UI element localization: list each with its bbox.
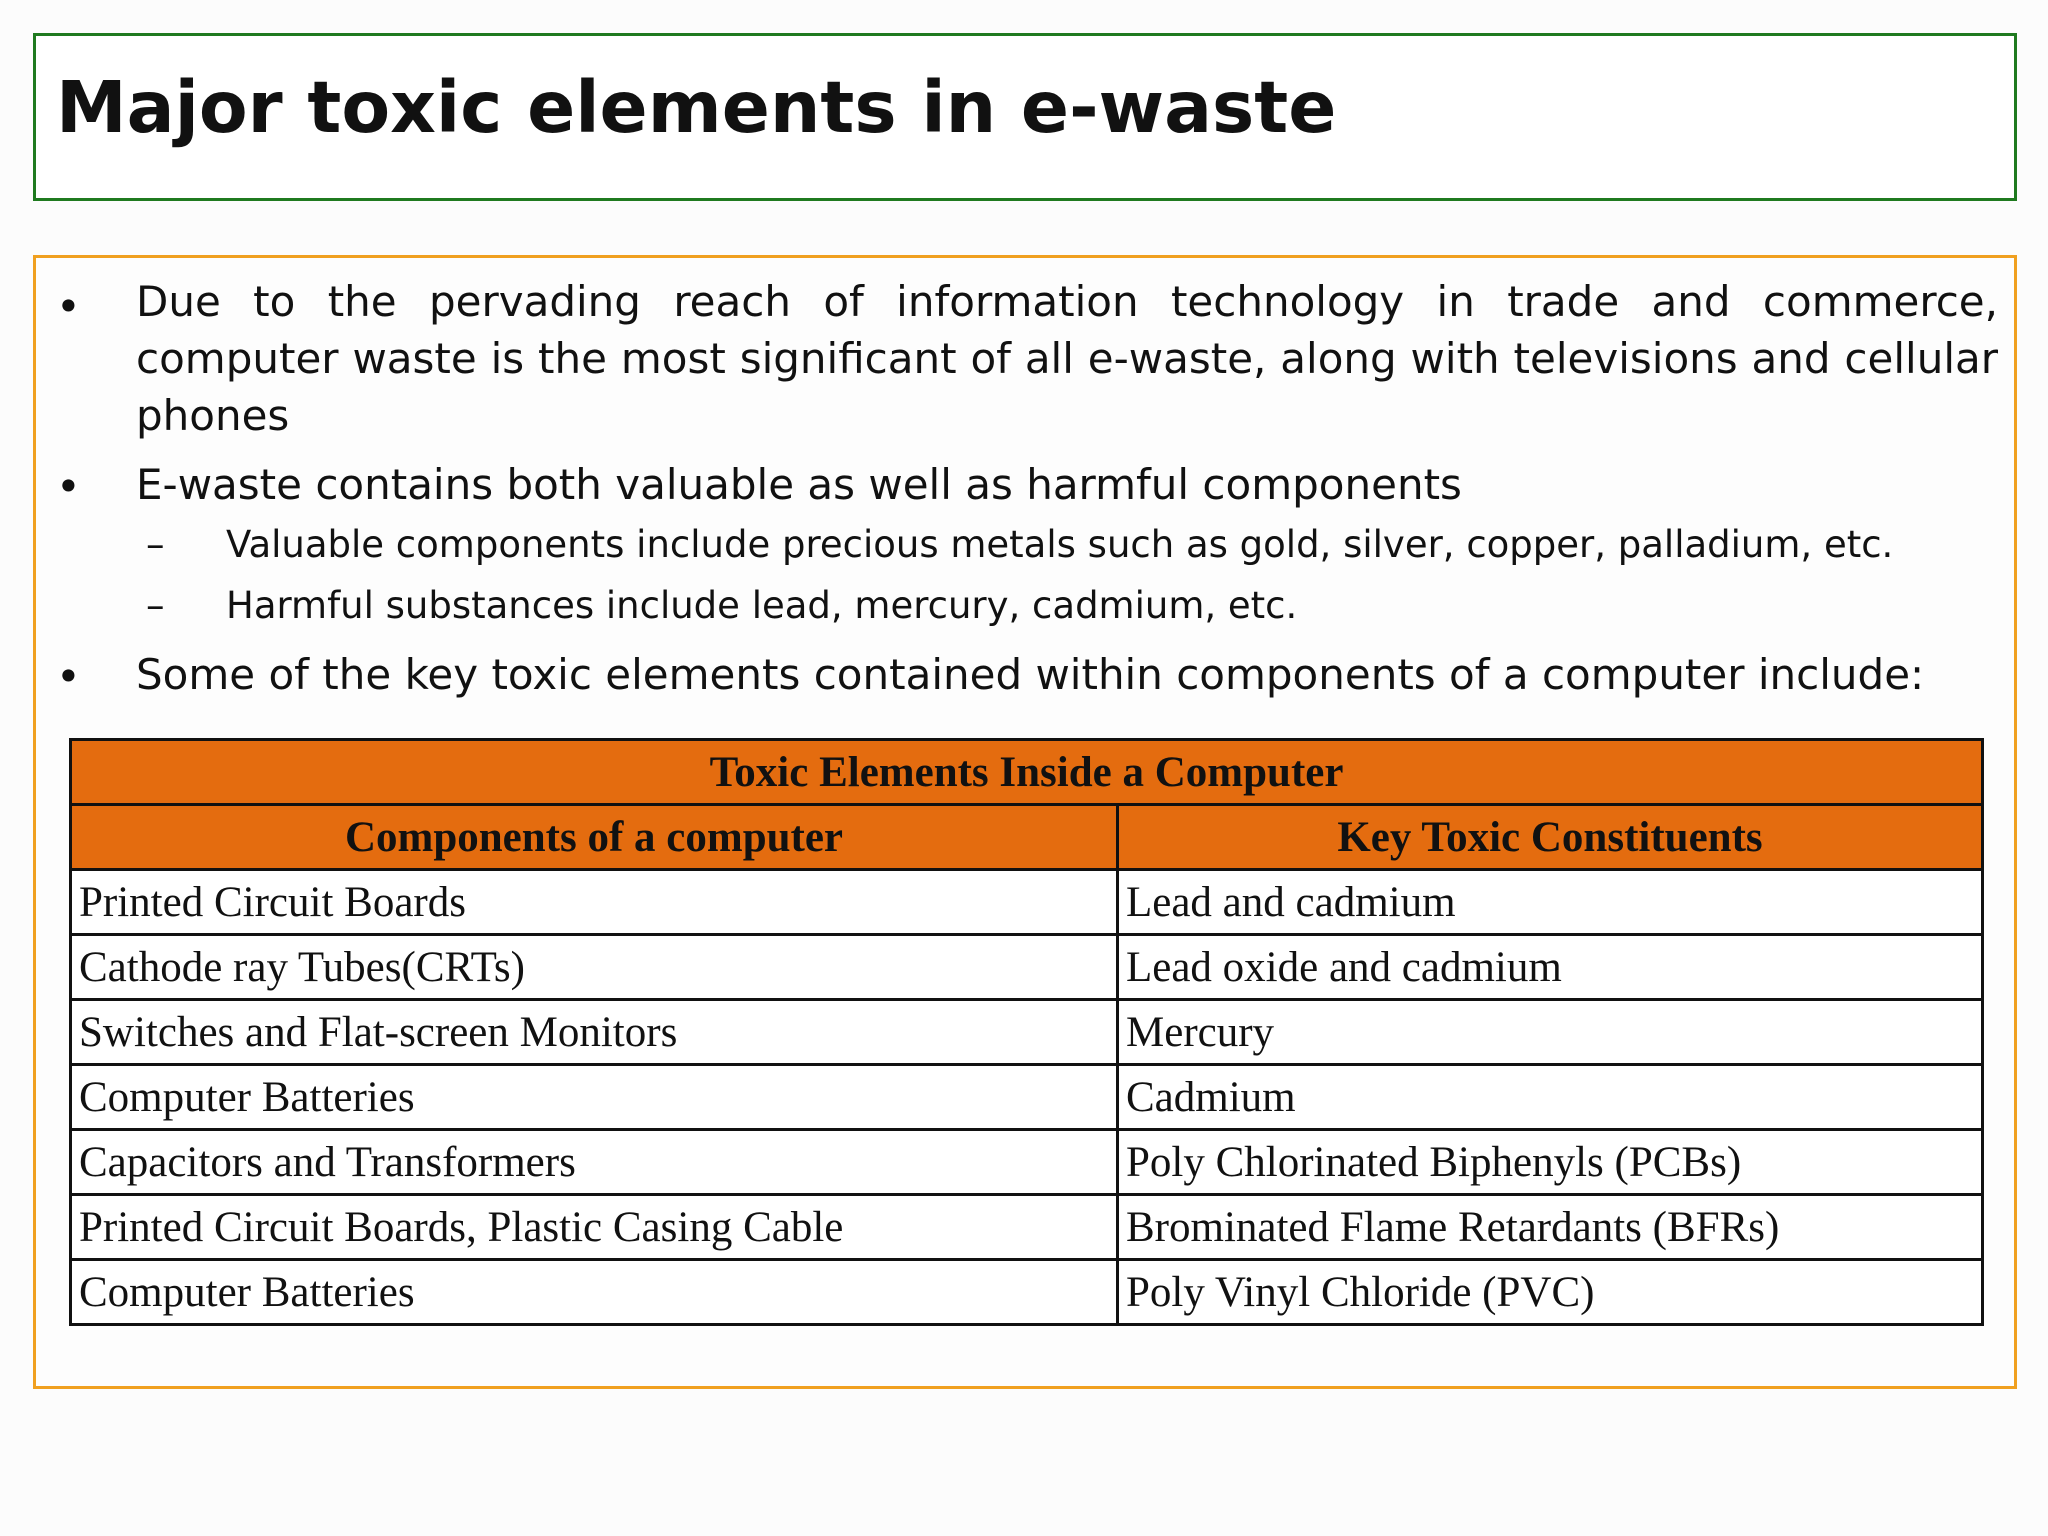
bullet-2-text: E-waste contains both valuable as well as harmful components <box>136 460 1462 509</box>
table-row <box>71 935 1983 1000</box>
bullet-3-text: Some of the key toxic elements contained within components of a computer include: <box>136 650 1925 699</box>
bullet-3-mark: • <box>56 652 81 701</box>
toxic-constituent-cell: Cadmium <box>1118 1065 1983 1130</box>
sub-bullet-1-mark: – <box>146 523 165 566</box>
bullet-1-mark: • <box>56 282 81 331</box>
column-header-toxic-constituents: Key Toxic Constituents <box>1118 805 1983 870</box>
table-header-row <box>71 805 1983 870</box>
table-row <box>71 1195 1983 1260</box>
toxic-elements-table <box>69 738 1984 1326</box>
table-row <box>71 1000 1983 1065</box>
table-caption-row <box>71 740 1983 805</box>
toxic-constituent-cell: Brominated Flame Retardants (BFRs) <box>1118 1195 1983 1260</box>
component-cell: Computer Batteries <box>71 1260 1118 1325</box>
sub-bullet-2-text: Harmful substances include lead, mercury, cadmium, etc. <box>226 584 1298 627</box>
table-row <box>71 1130 1983 1195</box>
slide-title: Major toxic elements in e-waste <box>56 66 1337 149</box>
component-cell: Printed Circuit Boards, Plastic Casing Cable <box>71 1195 1118 1260</box>
component-cell: Capacitors and Transformers <box>71 1130 1118 1195</box>
toxic-constituent-cell: Mercury <box>1118 1000 1983 1065</box>
component-cell: Computer Batteries <box>71 1065 1118 1130</box>
sub-bullet-1-text: Valuable components include precious metals such as gold, silver, copper, palladium, etc. <box>226 523 1894 566</box>
toxic-constituent-cell: Lead and cadmium <box>1118 870 1983 935</box>
column-header-components: Components of a computer <box>71 805 1118 870</box>
table-row <box>71 1065 1983 1130</box>
bullet-1-text: Due to the pervading reach of information technology in trade and commerce, computer waste is the most significant of all e-waste, along with televisions and cellular phones <box>136 277 1998 440</box>
title-box <box>33 33 2017 201</box>
component-cell: Switches and Flat-screen Monitors <box>71 1000 1118 1065</box>
bullet-2-mark: • <box>56 462 81 511</box>
table-row <box>71 870 1983 935</box>
table-row <box>71 1260 1983 1325</box>
content-box <box>33 255 2017 1389</box>
component-cell: Printed Circuit Boards <box>71 870 1118 935</box>
toxic-constituent-cell: Lead oxide and cadmium <box>1118 935 1983 1000</box>
table-caption: Toxic Elements Inside a Computer <box>71 740 1983 805</box>
sub-bullet-2-mark: – <box>146 584 165 627</box>
component-cell: Cathode ray Tubes(CRTs) <box>71 935 1118 1000</box>
toxic-constituent-cell: Poly Vinyl Chloride (PVC) <box>1118 1260 1983 1325</box>
toxic-constituent-cell: Poly Chlorinated Biphenyls (PCBs) <box>1118 1130 1983 1195</box>
